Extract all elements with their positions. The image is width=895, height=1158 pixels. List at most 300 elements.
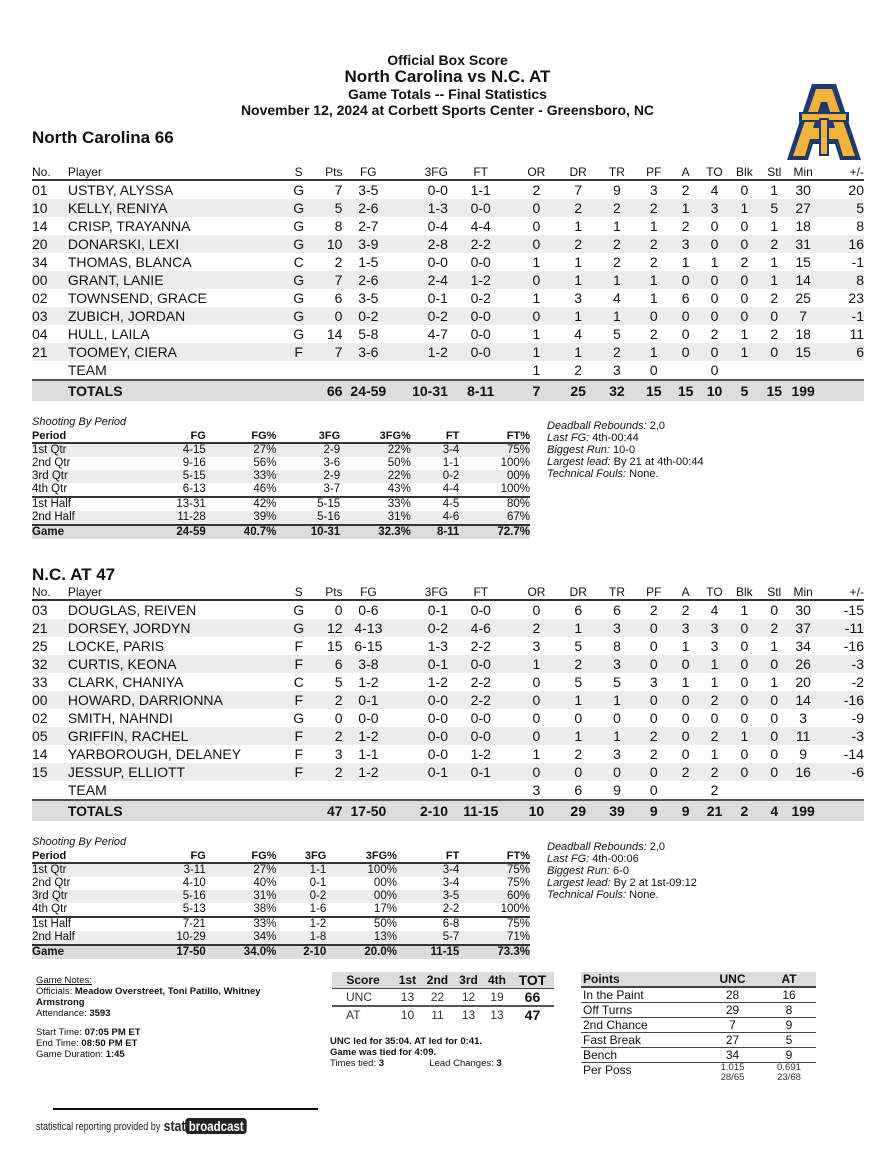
note-line [547,853,697,865]
total-cell: 10-31 [394,380,448,401]
shooting-cell: 27% [206,863,277,877]
points-row [581,1048,816,1063]
shooting-cell: 5-16 [276,511,340,525]
total-score: 47 [524,1007,541,1023]
shooting-cell: 67% [459,511,530,525]
stat-cell: 1 [649,290,658,306]
shooting-cell: 34.0% [206,945,277,959]
stat-cell: 0-1 [394,655,448,673]
half-row [32,931,530,945]
shooting-cell: 60% [459,890,530,903]
stat-cell: 3 [597,655,637,673]
shooting-caption: Shooting By Period [32,836,127,848]
stat-cell: 0-2 [394,619,448,637]
stat-cell: 3 [701,619,729,637]
stat-cell: 0-1 [343,691,395,709]
team-row [32,781,864,800]
stat-cell: 1-2 [470,746,491,762]
points-value: 9 [762,1018,816,1033]
period-score: 12 [454,989,483,1007]
stat-cell [343,781,395,800]
stat-cell: 6-15 [354,638,383,654]
stat-cell: 25 [32,638,48,654]
stat-cell [788,781,818,800]
stat-cell: 31 [788,235,818,253]
stat-cell: 1 [710,674,719,690]
stat-cell: 0 [649,710,658,726]
shooting-header: Period [32,429,142,443]
stat-cell: 1 [728,343,760,361]
points-label: 2nd Chance [581,1018,703,1033]
shooting-cell: Game [32,525,142,539]
column-header: OR [513,164,559,180]
date-location: November 12, 2024 at Corbett Sports Center - Greensboro, NC [240,102,655,118]
stat-cell: 2 [701,727,729,745]
stat-cell: 2 [760,235,788,253]
stat-cell: 15 [326,638,343,654]
stat-cell: 11 [788,727,818,745]
shooting-cell: 20.0% [326,945,397,959]
shooting-cell: 13-31 [142,497,206,511]
stat-cell: 3 [613,362,621,378]
player-row [32,307,864,325]
stat-cell: 0 [740,218,749,234]
points-value: 29 [703,1003,762,1018]
stat-cell: 1 [671,199,701,217]
column-header: +/- [818,164,864,180]
note-line [547,877,697,889]
stat-cell: F [287,763,311,781]
stat-cell: -1 [818,307,864,325]
stat-cell: 0 [701,343,729,361]
stat-cell: 6 [311,655,343,673]
shooting-cell: 50% [326,917,397,931]
start-time-value: 07:05 PM ET [84,1027,141,1038]
player-row [32,763,864,781]
column-header: A [671,584,701,600]
stat-cell: 1 [574,254,583,270]
stat-cell: 00 [32,271,68,289]
stat-cell: 0 [770,602,779,618]
stat-cell: 0 [532,674,541,690]
away-box-score-table [32,584,864,821]
totals-row [32,380,864,401]
stat-cell: 16 [788,763,818,781]
stat-cell: 05 [32,727,68,745]
total-cell: 10 [514,800,560,821]
shooting-cell: 42% [206,497,277,511]
shooting-cell: 40.7% [206,525,277,539]
stat-cell: 2-2 [470,674,491,690]
stat-cell: 2 [559,235,597,253]
player-name: ZUBICH, JORDAN [68,307,287,325]
stat-cell: 0 [532,710,541,726]
stat-cell: 8 [818,271,864,289]
stat-cell: 3 [574,290,583,306]
stat-cell: 0 [637,619,671,637]
stat-cell: 0-1 [427,602,448,618]
lead-line-2: Game was tied for 4:09. [330,1047,437,1058]
stat-cell: 0 [671,691,701,709]
stat-cell: 0-6 [358,602,379,618]
stat-cell: 6 [574,602,583,618]
stat-cell: 0-1 [394,763,448,781]
stat-cell: 0-0 [448,307,514,325]
points-value: 5 [762,1033,816,1048]
stat-cell: 3 [710,638,719,654]
stat-cell [394,781,448,800]
stat-cell: 2 [701,763,729,781]
shooting-cell: 00% [373,877,397,889]
stat-cell: 0 [760,655,788,673]
stat-cell: G [287,271,311,289]
stat-cell: 02 [32,710,48,726]
shooting-cell: 2nd Qtr [32,877,71,889]
stat-cell: 0 [532,218,541,234]
column-header: 3FG [394,164,448,180]
shooting-cell: 3-7 [323,483,341,495]
column-header: FT [448,584,514,600]
stat-cell: 0 [559,763,597,781]
stat-cell: 1-2 [343,763,395,781]
stat-cell: 1 [597,727,637,745]
shooting-cell: 100% [500,903,530,915]
points-row [581,1018,816,1033]
home-shooting-by-period [32,416,530,539]
shooting-header: Period [32,849,142,863]
stat-cell: 0 [681,710,690,726]
note-line [547,432,704,444]
stat-cell: 0-4 [427,218,448,234]
column-header: Stl [760,584,788,600]
stat-cell: TEAM [67,782,107,798]
column-header: DR [559,584,597,600]
start-time-line: Start Time: 07:05 PM ET [36,1027,141,1038]
stat-cell: 0 [740,710,749,726]
total-cell [818,380,864,401]
shooting-caption: Shooting By Period [32,416,127,428]
stat-cell: 2 [649,326,658,342]
stat-cell: 04 [32,326,48,342]
period-score: AT [346,1008,361,1022]
note-label: Deadball Rebounds: [547,420,647,432]
stat-cell: 34 [32,254,48,270]
stat-cell: 0 [513,199,559,217]
lead-summary: UNC led for 35:04. AT led for 0:41. Game was tied for 4:09. Times tied: 3 Lead Changes: 3 [330,1036,502,1069]
shooting-cell: 71% [459,931,530,945]
note-label: Last FG: [547,432,590,444]
stat-cell [760,781,788,800]
note-value: 2,0 [646,420,666,432]
shooting-cell: 4-5 [411,497,460,511]
shooting-cell: 38% [253,903,277,915]
stat-cell: 2-4 [394,271,448,289]
stat-cell: 21 [32,619,68,637]
shooting-cell: 31% [206,890,277,903]
stat-cell: -14 [843,746,864,762]
stat-cell: 1 [513,343,559,361]
stat-cell: 0-0 [448,727,514,745]
player-row [32,691,864,709]
stat-cell: 1-2 [343,727,395,745]
shooting-cell: 4-10 [182,877,206,889]
total-cell: 9 [637,800,671,821]
stat-cell: 2 [574,746,583,762]
stat-cell: -9 [851,710,864,726]
stat-cell: 1-2 [427,674,448,690]
stat-cell: 14 [788,271,818,289]
shooting-cell: 75% [459,443,530,457]
stat-cell: 2-8 [394,235,448,253]
stat-cell: 0 [760,727,788,745]
stat-cell: 0-1 [448,763,514,781]
stat-cell: -16 [843,638,864,654]
stat-cell: 3 [649,674,658,690]
stat-cell: 1-2 [358,674,379,690]
points-label: In the Paint [581,987,703,1003]
home-team-title: North Carolina 66 [32,128,174,147]
note-line [547,456,704,468]
stat-cell: G [287,619,311,637]
stat-cell: 10 [311,235,343,253]
note-value: By 21 at 4th-00:44 [610,456,704,468]
total-cell: 2-10 [394,800,448,821]
period-score: 13 [461,1008,476,1022]
stat-cell: G [293,218,305,234]
stat-cell: 18 [795,218,811,234]
stat-cell: 0 [728,307,760,325]
stat-cell [311,781,343,800]
column-header: PF [637,584,671,600]
shooting-cell: 22% [340,443,411,457]
shooting-cell: 4-15 [142,443,206,457]
stat-cell: 2 [649,254,658,270]
shooting-cell: 6-8 [397,917,459,931]
column-header: OR [514,584,560,600]
stat-cell [311,361,343,380]
stat-cell: 11 [849,326,864,342]
stat-cell: G [293,182,305,198]
report-subtitle: Game Totals -- Final Statistics [348,86,547,102]
shooting-cell: 4th Qtr [32,483,68,495]
end-time-line: End Time: 08:50 PM ET [36,1038,138,1049]
stat-cell: 2 [637,235,671,253]
stat-cell: 2 [311,691,343,709]
stat-cell: 3 [701,199,729,217]
column-header: Blk [728,584,760,600]
player-row [32,343,864,361]
shooting-cell: 80% [459,497,530,511]
stat-cell: 00 [32,691,68,709]
column-header: FG [342,164,394,180]
stat-cell: 0 [649,362,658,378]
shooting-cell: 1st Qtr [32,443,142,457]
stat-cell: 0 [671,655,701,673]
stat-cell: 0 [649,782,658,798]
stat-cell: G [293,602,305,618]
stat-cell: 2-6 [342,199,394,217]
game-shooting-row [32,945,530,959]
total-cell: 25 [559,380,597,401]
shooting-cell: 22% [340,470,411,483]
total-cell [32,380,68,401]
points-header: AT [762,972,816,987]
points-label: Fast Break [581,1033,703,1048]
note-label: Biggest Run: [547,444,610,456]
column-header-row [32,164,864,180]
stat-cell: 2 [740,254,749,270]
per-poss-value [762,1063,816,1084]
stat-cell: 2 [514,619,560,637]
stat-cell [448,781,514,800]
stat-cell: 0 [597,763,637,781]
column-header: FT [448,164,514,180]
stat-cell: 0-0 [470,326,491,342]
stat-cell: -1 [851,254,864,270]
stat-cell: 2-6 [342,271,394,289]
stat-cell: 4-6 [448,619,514,637]
total-cell [32,800,68,821]
total-score: 66 [511,989,554,1007]
shooting-header: FG% [206,849,277,863]
shooting-cell: 4-6 [411,511,460,525]
player-row [32,289,864,307]
times-tied-value: 3 [378,1058,385,1069]
nc-at-aggies-logo-icon [785,82,863,162]
period-score: UNC [332,989,394,1007]
stat-cell: 0 [760,763,788,781]
quarter-row [32,863,530,877]
stat-cell: 0-0 [470,254,491,270]
linescore-header: Score [332,972,394,989]
stat-cell: 0 [760,343,788,361]
total-cell [818,800,864,821]
stat-cell: 0 [613,710,621,726]
player-row [32,235,864,253]
points-value: 27 [703,1033,762,1048]
linescore-header: 2nd [421,972,454,989]
quarter-row [32,470,530,483]
officials-line: Officials: Meadow Overstreet, Toni Patillo, Whitney Armstrong [36,986,261,1008]
stat-cell [671,361,701,380]
column-header: +/- [818,584,864,600]
shooting-cell: 2-9 [276,443,340,457]
stat-cell: 03 [32,307,68,325]
stat-cell: 6 [818,343,864,361]
shooting-cell: 2nd Half [32,511,142,525]
shooting-cell: 34% [206,931,277,945]
stat-cell: 1 [740,326,749,342]
note-line [547,865,697,877]
stat-cell: 6 [681,290,690,306]
stat-cell: 1 [681,638,690,654]
player-name: YARBOROUGH, DELANEY [67,746,242,762]
player-name: DOUGLAS, REIVEN [67,602,197,618]
stat-cell: 0 [671,307,701,325]
points-value: 34 [703,1048,762,1063]
stat-cell [287,361,311,380]
shooting-cell: 1-6 [309,903,327,915]
points-header-row [581,972,816,987]
stat-cell: 0 [637,763,671,781]
shooting-cell: 1-2 [276,917,326,931]
player-name: TOWNSEND, GRACE [67,290,207,306]
total-cell [287,380,311,401]
footer-divider [53,1108,318,1110]
stat-cell: 3 [532,782,541,798]
shooting-cell: 2-2 [442,903,460,915]
stat-cell: 3 [649,182,658,198]
stat-cell [728,781,760,800]
stat-cell: 10 [32,199,68,217]
column-header: Player [68,164,287,180]
stat-cell: 0-0 [470,710,491,726]
note-label: Biggest Run: [547,865,610,877]
player-row [32,253,864,271]
stat-cell: 1 [681,254,690,270]
total-cell: 32 [597,380,637,401]
stat-cell: 3-5 [358,290,379,306]
stat-cell: 0 [770,746,779,762]
shooting-cell: 5-16 [142,890,206,903]
note-line [547,444,704,456]
shooting-cell: 100% [326,863,397,877]
shooting-cell: 24-59 [142,525,206,539]
stat-cell: 0 [740,182,749,198]
shooting-cell: 2-10 [276,945,326,959]
stat-cell: 5 [574,674,583,690]
linescore-row [332,989,554,1007]
stat-cell: 16 [818,235,864,253]
stat-cell [32,781,68,800]
stat-cell: 2 [559,199,597,217]
shooting-header: FT [397,849,459,863]
shooting-cell: 40% [253,877,277,889]
stat-cell: 0 [728,763,760,781]
stat-cell: 2 [681,218,690,234]
column-header: S [287,584,311,600]
shooting-cell: 27% [206,443,277,457]
shooting-cell: Game [32,945,142,959]
stat-cell: 3 [597,619,637,637]
stat-cell: 0 [710,710,719,726]
column-header: No. [32,164,68,180]
player-name: DORSEY, JORDYN [68,619,287,637]
quarter-row [32,443,530,457]
shooting-cell: 1-1 [442,457,460,469]
stat-cell: 18 [795,326,811,342]
shooting-cell: 4th Qtr [32,903,68,915]
end-time-value: 08:50 PM ET [81,1038,138,1049]
lead-changes-value: 3 [496,1058,502,1069]
stat-cell: 0 [671,271,701,289]
stat-cell: 15 [32,763,68,781]
shooting-cell: 10-29 [142,931,206,945]
stat-cell: 9 [613,782,621,798]
stat-cell: 0 [334,602,343,618]
linescore-header: TOT [511,972,554,989]
total-cell: 15 [637,380,671,401]
stat-cell: 15 [788,343,818,361]
stat-cell [818,781,864,800]
shooting-cell: 0-2 [276,890,326,903]
stat-cell: 1-1 [470,182,491,198]
linescore-row [332,1006,554,1023]
points-row [581,1033,816,1048]
stat-cell: 4-7 [427,326,448,342]
player-row [32,271,864,289]
shooting-cell: 100% [500,457,530,469]
